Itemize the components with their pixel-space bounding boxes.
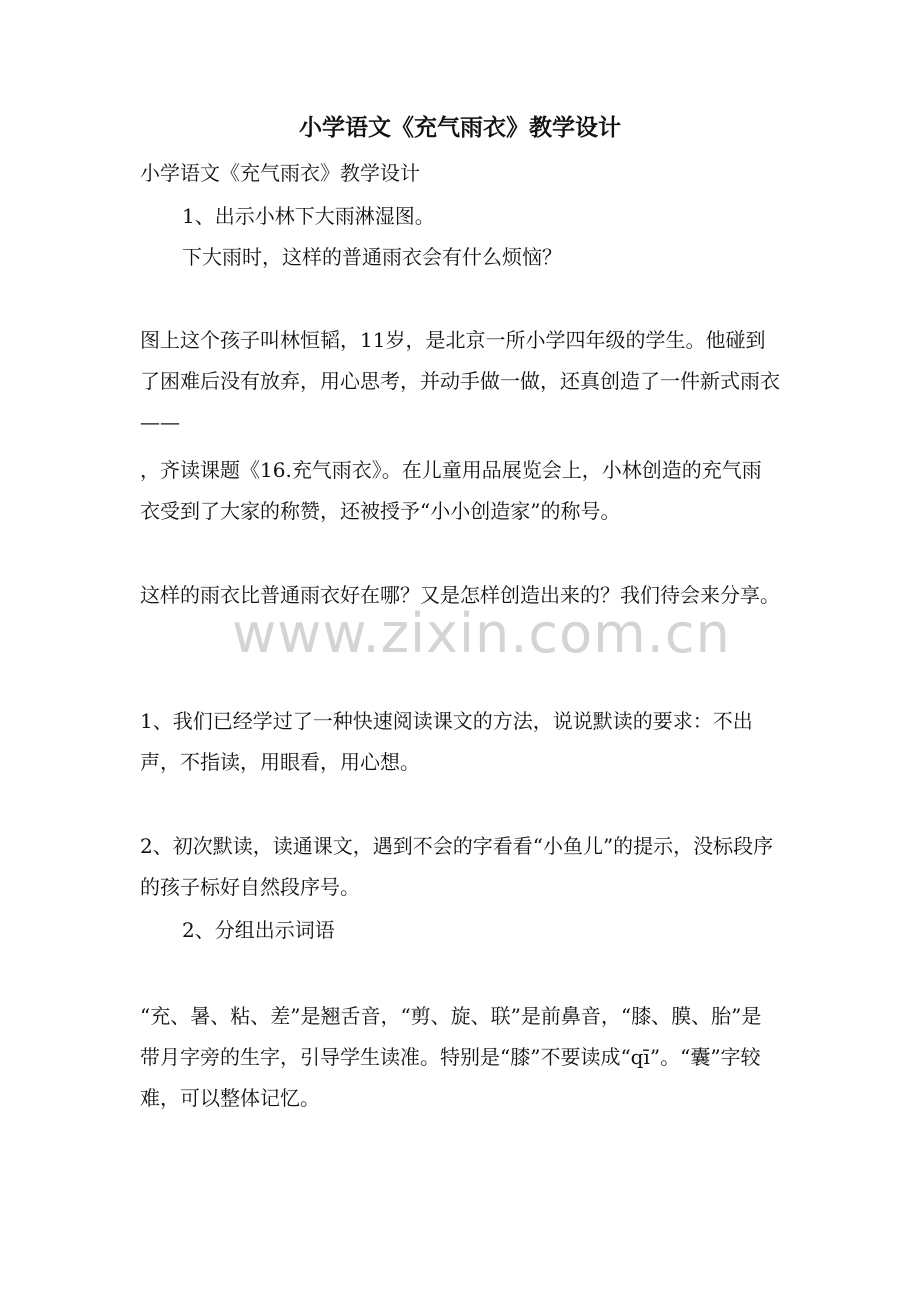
paragraph-silent-reading: 1、我们已经学过了一种快速阅读课文的方法，说说默读的要求：不出声，不指读，用眼看，用心想。: [140, 709, 753, 774]
paragraph-boy-intro: 图上这个孩子叫林恒韬，11岁，是北京一所小学四年级的学生。他碰到了困难后没有放弃，用心思考，并动手做一做，还真创造了一件新式雨衣——: [140, 328, 780, 434]
paragraph-share: 这样的雨衣比普通雨衣好在哪？又是怎样创造出来的？我们待会来分享。: [140, 583, 780, 607]
paragraph-read-title: ，齐读课题《16.充气雨衣》。在儿童用品展览会上，小林创造的充气雨衣受到了大家的称赞，还被授予“小小创造家”的称号。: [140, 458, 762, 523]
paragraph-subtitle: 小学语文《充气雨衣》教学设计: [140, 161, 420, 185]
paragraph-pronunciation: “充、暑、粘、差”是翘舌音，“剪、旋、联”是前鼻音，“膝、膜、胎”是带月字旁的生字，引导学生读准。特别是“膝”不要读成“qī”。“囊”字较难，可以整体记忆。: [140, 1004, 762, 1110]
watermark-text: www.zixin.com.cn: [232, 602, 731, 665]
paragraph-step-2: 2、分组出示词语: [182, 918, 335, 942]
paragraph-step-1: 1、出示小林下大雨淋湿图。: [182, 204, 435, 228]
paragraph-first-reading: 2、初次默读，读通课文，遇到不会的字看看“小鱼儿”的提示，没标段序的孩子标好自然段序号。: [140, 834, 774, 899]
paragraph-question: 下大雨时，这样的普通雨衣会有什么烦恼？: [182, 245, 562, 269]
document-title: 小学语文《充气雨衣》教学设计: [299, 114, 621, 141]
